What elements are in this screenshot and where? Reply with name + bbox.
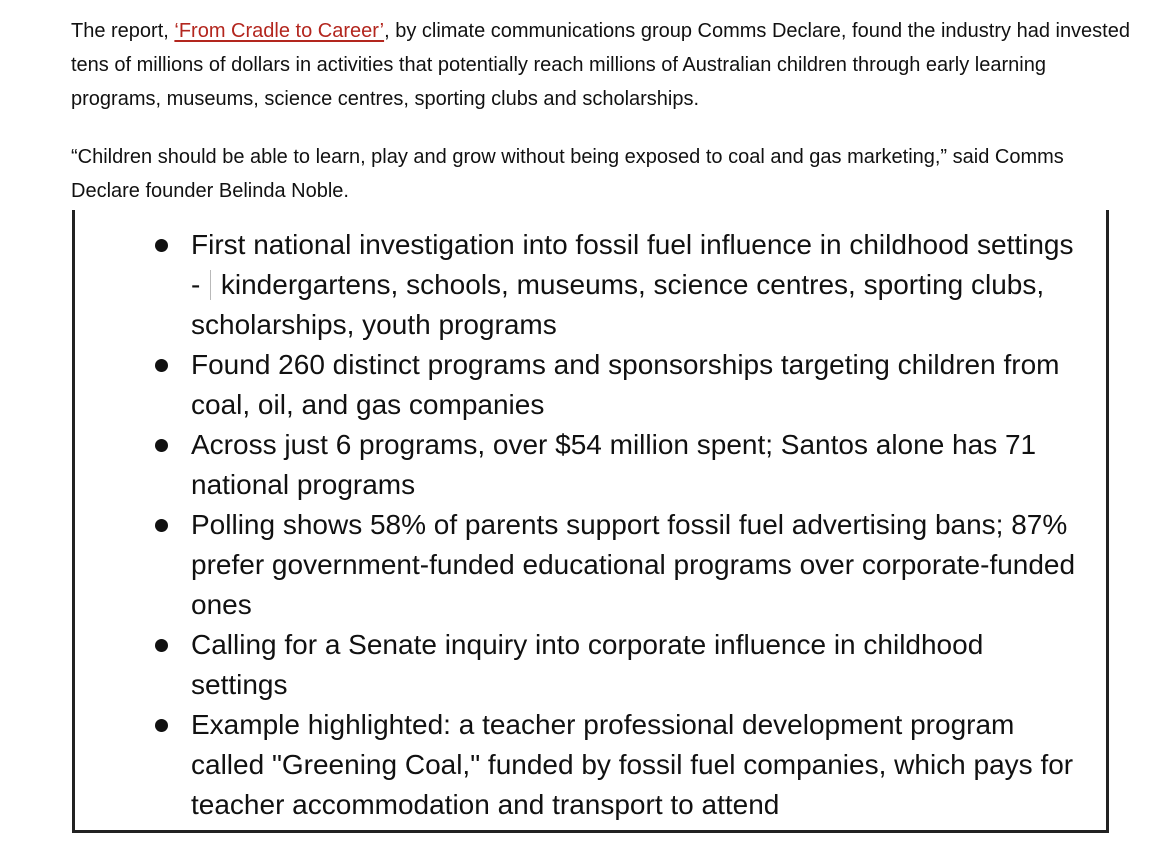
paragraph-report-intro: The report, <box>71 20 175 42</box>
bullet-item-spending <box>75 425 1106 505</box>
report-title-link[interactable]: ‘From Cradle to Career’ <box>174 20 385 42</box>
bullet-item-polling <box>75 505 1106 625</box>
paragraph-report <box>71 14 1131 116</box>
bullet-text: Polling shows 58% of parents support fossil fuel advertising bans; 87% prefer government-funded educational programs over corporate-funded ones <box>191 509 1076 620</box>
bullet-dot-icon <box>155 519 168 532</box>
bullet-dot-icon <box>155 359 168 372</box>
bullet-dot-icon <box>155 719 168 732</box>
bullet-item-investigation <box>75 225 1106 345</box>
bullet-text: Across just 6 programs, over $54 million spent; Santos alone has 71 national programs <box>191 429 1037 500</box>
bullet-dot-icon <box>155 439 168 452</box>
bullet-dot-icon <box>155 239 168 252</box>
bullet-dot-icon <box>155 639 168 652</box>
bullet-item-programs-found <box>75 345 1106 425</box>
bullet-text: Calling for a Senate inquiry into corporate influence in childhood settings <box>191 629 984 700</box>
paragraph-report-rest: , by climate communications group Comms Declare, found the industry had invested tens of millions of dollars in activities that potentially reach millions of Australian children through early learning programs, museums, science centres, sporting clubs and scholarships. <box>71 20 1130 110</box>
bullet-text: Found 260 distinct programs and sponsorships targeting children from coal, oil, and gas companies <box>191 349 1060 420</box>
text-cursor-icon <box>210 270 211 300</box>
bullet-text: First national investigation into fossil fuel influence in childhood settings - <box>191 229 1074 300</box>
bullet-text: kindergartens, schools, museums, science centres, sporting clubs, scholarships, youth programs <box>191 269 1045 340</box>
article-body <box>71 14 1131 208</box>
summary-bullet-list <box>75 225 1106 825</box>
bullet-text: Example highlighted: a teacher professional development program called "Greening Coal," funded by fossil fuel companies, which pays for teacher accommodation and transport to attend <box>191 709 1074 820</box>
paragraph-quote: “Children should be able to learn, play and grow without being exposed to coal and gas marketing,” said Comms Declare founder Belinda Noble. <box>71 146 1064 202</box>
summary-box <box>72 210 1109 833</box>
bullet-item-senate-inquiry <box>75 625 1106 705</box>
bullet-item-greening-coal <box>75 705 1106 825</box>
